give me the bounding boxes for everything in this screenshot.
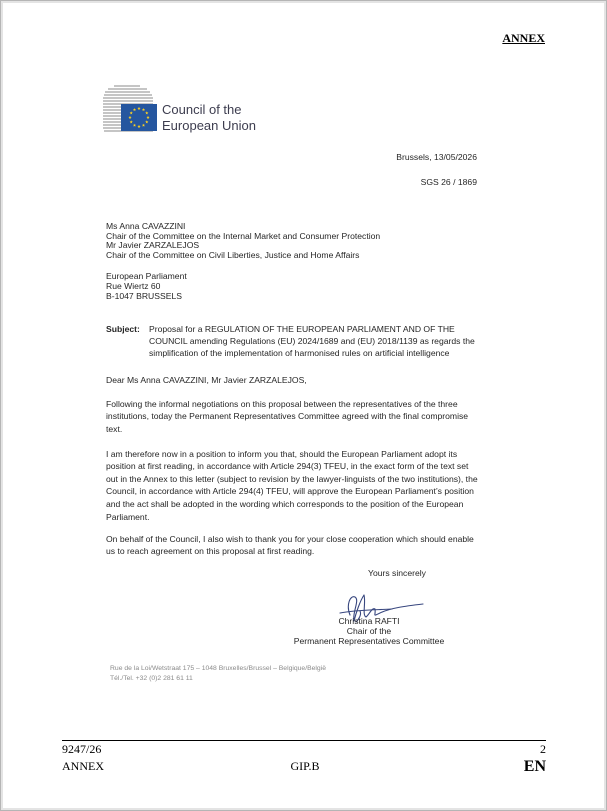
- letter-reference: SGS 26 / 1869: [420, 177, 477, 187]
- paragraph-line: text.: [106, 424, 123, 435]
- footer-annex-label: ANNEX: [62, 759, 104, 773]
- paragraph-line: out in the Annex to this letter (subject to revision by the lawyer-linguists of the two institutions), the: [106, 473, 478, 484]
- subject-line: Proposal for a REGULATION OF THE EUROPEAN PARLIAMENT AND OF THE: [149, 324, 455, 334]
- logo-line: European Union: [162, 118, 256, 133]
- recipient-line: Ms Anna CAVAZZINI: [106, 221, 186, 231]
- closing: Yours sincerely: [368, 568, 426, 578]
- paragraph-line: On behalf of the Council, I also wish to thank you for your close cooperation which should enable: [106, 533, 474, 544]
- page-number: 2: [540, 742, 546, 756]
- paragraph-line: us to reach agreement on this proposal at first reading.: [106, 546, 315, 557]
- signatory-title: Chair of the: [346, 626, 392, 636]
- paragraph-line: I am therefore now in a position to inform you that, should the European Parliament adopt its: [106, 448, 458, 459]
- language-code: EN: [523, 758, 546, 775]
- subject-line: COUNCIL amending Regulations (EU) 2024/1689 and (EU) 2018/1139 as regards the: [149, 336, 475, 346]
- signatory-block: [269, 616, 469, 646]
- document-number: 9247/26: [62, 742, 102, 756]
- body-paragraph: [106, 448, 478, 524]
- recipient-line: Chair of the Committee on the Internal Market and Consumer Protection: [106, 230, 381, 241]
- logo-line: Council of the: [162, 102, 242, 117]
- subject-text: [149, 323, 475, 359]
- body-paragraph: [106, 398, 468, 436]
- council-emblem-icon: [100, 83, 160, 133]
- subject-line: simplification of the implementation of harmonised rules on artificial intelligence: [149, 348, 450, 358]
- signatory-title: Permanent Representatives Committee: [293, 636, 445, 646]
- paragraph-line: and the act shall be adopted in the wording which corresponds to the position of the European: [106, 499, 464, 510]
- department-code: GIP.B: [290, 759, 320, 773]
- signatory-name: Christina RAFTI: [338, 616, 400, 626]
- paragraph-line: Council, in accordance with Article 294(4) TFEU, will approve the European Parliament’s position: [106, 486, 474, 497]
- salutation: Dear Ms Anna CAVAZZINI, Mr Javier ZARZALEJOS,: [106, 375, 307, 385]
- footer-divider: [62, 740, 546, 741]
- letter-date: Brussels, 13/05/2026: [396, 152, 477, 162]
- address-line: European Parliament: [106, 271, 187, 281]
- eu-flag-icon: [121, 104, 157, 131]
- annex-heading: ANNEX: [502, 31, 545, 45]
- council-address-footer: [110, 664, 326, 684]
- address-line: B-1047 BRUSSELS: [106, 291, 182, 301]
- body-paragraph: [106, 533, 474, 558]
- recipients-block: [106, 222, 380, 261]
- council-phone-line: Tél./Tel. +32 (0)2 281 61 11: [110, 674, 193, 682]
- logo-wordmark: [162, 102, 256, 134]
- paragraph-line: Following the informal negotiations on this proposal between the representatives of the three: [106, 398, 458, 409]
- subject-label: Subject:: [106, 324, 140, 334]
- address-line: Rue Wiertz 60: [106, 281, 161, 291]
- address-block: [106, 271, 187, 301]
- recipient-line: Mr Javier ZARZALEJOS: [106, 240, 200, 251]
- council-address-line: Rue de la Loi/Wetstraat 175 – 1048 Bruxelles/Brussel – Belgique/België: [110, 664, 326, 672]
- paragraph-line: position at first reading, in accordance with Article 294(3) TFEU, in the exact form of the text set: [106, 461, 469, 472]
- paragraph-line: Parliament.: [106, 511, 150, 522]
- recipient-line: Chair of the Committee on Civil Liberties, Justice and Home Affairs: [106, 250, 360, 261]
- paragraph-line: institutions, today the Permanent Representatives Committee agreed with the final compromise: [106, 411, 469, 422]
